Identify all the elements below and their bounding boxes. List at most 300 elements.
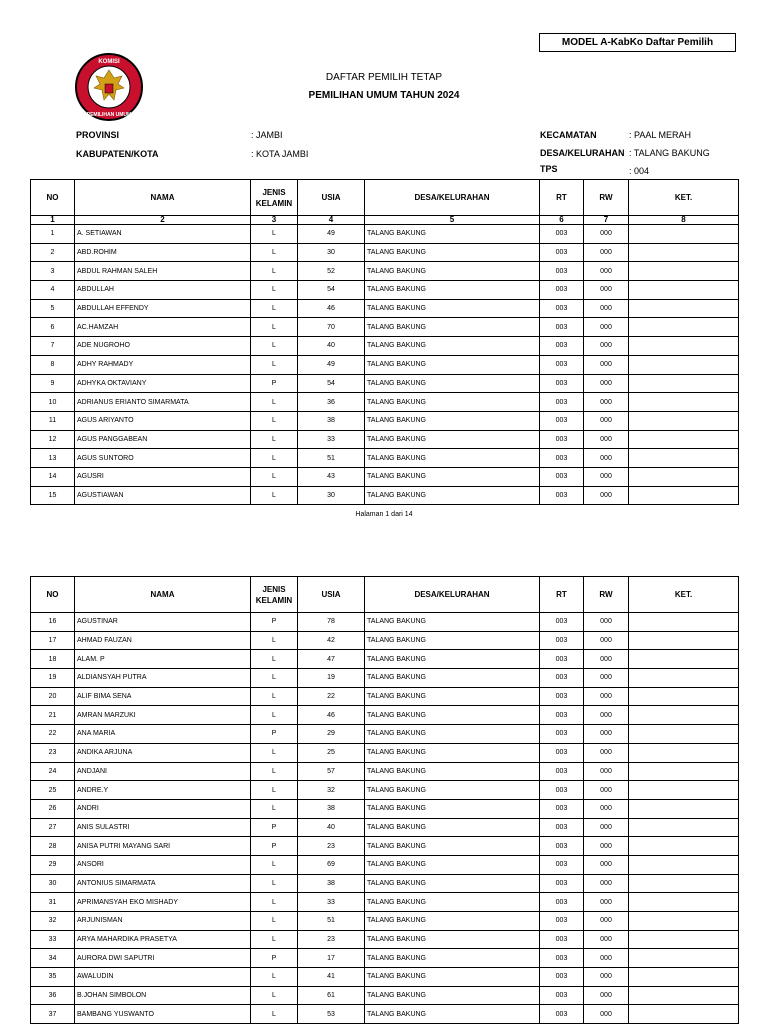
table-row bbox=[31, 243, 739, 262]
row-no: 10 bbox=[31, 393, 75, 412]
row-jenis-kelamin: P bbox=[251, 837, 298, 856]
row-nama: ALIF BIMA SENA bbox=[75, 687, 251, 706]
row-nama: AGUS SUNTORO bbox=[75, 449, 251, 468]
row-desa: TALANG BAKUNG bbox=[365, 949, 540, 968]
col-number: 6 bbox=[540, 216, 584, 225]
row-rw: 000 bbox=[584, 762, 629, 781]
table-header-row bbox=[31, 180, 739, 216]
col-header-desa: DESA/KELURAHAN bbox=[365, 180, 540, 216]
row-ket bbox=[629, 743, 739, 762]
row-desa: TALANG BAKUNG bbox=[365, 262, 540, 281]
row-rt: 003 bbox=[540, 467, 584, 486]
row-nama: AWALUDIN bbox=[75, 968, 251, 987]
row-rw: 000 bbox=[584, 411, 629, 430]
row-desa: TALANG BAKUNG bbox=[365, 631, 540, 650]
row-rt: 003 bbox=[540, 837, 584, 856]
row-no: 12 bbox=[31, 430, 75, 449]
col-header-jenis-kelamin: JENIS KELAMIN bbox=[251, 180, 298, 216]
row-rt: 003 bbox=[540, 299, 584, 318]
row-usia: 54 bbox=[298, 374, 365, 393]
row-desa: TALANG BAKUNG bbox=[365, 743, 540, 762]
row-nama: ANDIKA ARJUNA bbox=[75, 743, 251, 762]
row-usia: 70 bbox=[298, 318, 365, 337]
row-desa: TALANG BAKUNG bbox=[365, 411, 540, 430]
row-rw: 000 bbox=[584, 986, 629, 1005]
col-header-nama: NAMA bbox=[75, 180, 251, 216]
row-rw: 000 bbox=[584, 393, 629, 412]
row-nama: B.JOHAN SIMBOLON bbox=[75, 986, 251, 1005]
row-jenis-kelamin: L bbox=[251, 430, 298, 449]
row-usia: 23 bbox=[298, 837, 365, 856]
meta-tps-value: : 004 bbox=[629, 166, 650, 176]
row-no: 31 bbox=[31, 893, 75, 912]
row-ket bbox=[629, 449, 739, 468]
row-rt: 003 bbox=[540, 986, 584, 1005]
row-jenis-kelamin: L bbox=[251, 855, 298, 874]
row-rt: 003 bbox=[540, 355, 584, 374]
col-header-rw: RW bbox=[584, 577, 629, 613]
row-usia: 52 bbox=[298, 262, 365, 281]
col-number: 5 bbox=[365, 216, 540, 225]
row-nama: AGUS PANGGABEAN bbox=[75, 430, 251, 449]
row-no: 3 bbox=[31, 262, 75, 281]
row-jenis-kelamin: L bbox=[251, 486, 298, 505]
row-usia: 49 bbox=[298, 355, 365, 374]
meta-tps-label: TPS bbox=[540, 164, 558, 174]
row-jenis-kelamin: L bbox=[251, 743, 298, 762]
row-desa: TALANG BAKUNG bbox=[365, 281, 540, 300]
row-rw: 000 bbox=[584, 430, 629, 449]
row-no: 13 bbox=[31, 449, 75, 468]
row-usia: 43 bbox=[298, 467, 365, 486]
row-rw: 000 bbox=[584, 893, 629, 912]
row-no: 36 bbox=[31, 986, 75, 1005]
table-row bbox=[31, 449, 739, 468]
row-usia: 46 bbox=[298, 706, 365, 725]
row-no: 11 bbox=[31, 411, 75, 430]
row-ket bbox=[629, 725, 739, 744]
row-no: 37 bbox=[31, 1005, 75, 1024]
row-rw: 000 bbox=[584, 1005, 629, 1024]
row-nama: ABDULLAH EFFENDY bbox=[75, 299, 251, 318]
row-usia: 53 bbox=[298, 1005, 365, 1024]
voter-table-page-2 bbox=[30, 576, 739, 1024]
row-ket bbox=[629, 299, 739, 318]
table-row bbox=[31, 631, 739, 650]
row-usia: 40 bbox=[298, 337, 365, 356]
table-row bbox=[31, 393, 739, 412]
row-usia: 19 bbox=[298, 669, 365, 688]
table-row bbox=[31, 486, 739, 505]
row-desa: TALANG BAKUNG bbox=[365, 874, 540, 893]
row-usia: 40 bbox=[298, 818, 365, 837]
col-header-jenis-kelamin: JENIS KELAMIN bbox=[251, 577, 298, 613]
row-no: 20 bbox=[31, 687, 75, 706]
row-rt: 003 bbox=[540, 613, 584, 632]
row-usia: 38 bbox=[298, 874, 365, 893]
row-rw: 000 bbox=[584, 706, 629, 725]
row-usia: 61 bbox=[298, 986, 365, 1005]
row-desa: TALANG BAKUNG bbox=[365, 318, 540, 337]
row-desa: TALANG BAKUNG bbox=[365, 706, 540, 725]
row-usia: 49 bbox=[298, 225, 365, 244]
row-desa: TALANG BAKUNG bbox=[365, 486, 540, 505]
row-nama: APRIMANSYAH EKO MISHADY bbox=[75, 893, 251, 912]
row-jenis-kelamin: L bbox=[251, 337, 298, 356]
row-nama: ABDULLAH bbox=[75, 281, 251, 300]
row-desa: TALANG BAKUNG bbox=[365, 430, 540, 449]
row-jenis-kelamin: L bbox=[251, 986, 298, 1005]
row-jenis-kelamin: L bbox=[251, 762, 298, 781]
table-row bbox=[31, 762, 739, 781]
row-no: 33 bbox=[31, 930, 75, 949]
row-rw: 000 bbox=[584, 930, 629, 949]
row-usia: 69 bbox=[298, 855, 365, 874]
row-rt: 003 bbox=[540, 337, 584, 356]
row-jenis-kelamin: L bbox=[251, 467, 298, 486]
row-ket bbox=[629, 430, 739, 449]
row-rw: 000 bbox=[584, 355, 629, 374]
table-row bbox=[31, 912, 739, 931]
row-desa: TALANG BAKUNG bbox=[365, 355, 540, 374]
row-nama: ANISA PUTRI MAYANG SARI bbox=[75, 837, 251, 856]
table-row bbox=[31, 669, 739, 688]
row-no: 8 bbox=[31, 355, 75, 374]
row-rw: 000 bbox=[584, 449, 629, 468]
row-nama: ABDUL RAHMAN SALEH bbox=[75, 262, 251, 281]
col-number: 3 bbox=[251, 216, 298, 225]
row-ket bbox=[629, 262, 739, 281]
row-jenis-kelamin: P bbox=[251, 374, 298, 393]
row-ket bbox=[629, 243, 739, 262]
row-rw: 000 bbox=[584, 318, 629, 337]
row-rw: 000 bbox=[584, 337, 629, 356]
row-desa: TALANG BAKUNG bbox=[365, 613, 540, 632]
col-header-no: NO bbox=[31, 577, 75, 613]
row-jenis-kelamin: L bbox=[251, 281, 298, 300]
row-rt: 003 bbox=[540, 762, 584, 781]
row-ket bbox=[629, 799, 739, 818]
row-nama: ARJUNISMAN bbox=[75, 912, 251, 931]
row-usia: 78 bbox=[298, 613, 365, 632]
row-rw: 000 bbox=[584, 725, 629, 744]
column-number-row bbox=[31, 216, 739, 225]
logo-bottom-text: PEMILIHAN UMUM bbox=[86, 112, 132, 118]
row-no: 23 bbox=[31, 743, 75, 762]
row-jenis-kelamin: L bbox=[251, 393, 298, 412]
table-row bbox=[31, 467, 739, 486]
row-rt: 003 bbox=[540, 631, 584, 650]
row-no: 4 bbox=[31, 281, 75, 300]
row-no: 1 bbox=[31, 225, 75, 244]
row-jenis-kelamin: P bbox=[251, 949, 298, 968]
row-desa: TALANG BAKUNG bbox=[365, 968, 540, 987]
row-jenis-kelamin: P bbox=[251, 613, 298, 632]
row-desa: TALANG BAKUNG bbox=[365, 912, 540, 931]
row-ket bbox=[629, 781, 739, 800]
kpu-logo-icon bbox=[74, 52, 144, 122]
row-nama: ANIS SULASTRI bbox=[75, 818, 251, 837]
row-nama: ALAM. P bbox=[75, 650, 251, 669]
row-desa: TALANG BAKUNG bbox=[365, 393, 540, 412]
row-desa: TALANG BAKUNG bbox=[365, 650, 540, 669]
row-ket bbox=[629, 355, 739, 374]
row-rw: 000 bbox=[584, 855, 629, 874]
row-rt: 003 bbox=[540, 855, 584, 874]
row-jenis-kelamin: L bbox=[251, 225, 298, 244]
document-subtitle: PEMILIHAN UMUM TAHUN 2024 bbox=[308, 90, 460, 101]
row-rt: 003 bbox=[540, 818, 584, 837]
row-rw: 000 bbox=[584, 837, 629, 856]
row-desa: TALANG BAKUNG bbox=[365, 930, 540, 949]
table-row bbox=[31, 1005, 739, 1024]
col-number: 1 bbox=[31, 216, 75, 225]
row-usia: 42 bbox=[298, 631, 365, 650]
row-rw: 000 bbox=[584, 631, 629, 650]
row-ket bbox=[629, 1005, 739, 1024]
row-rt: 003 bbox=[540, 449, 584, 468]
row-rw: 000 bbox=[584, 743, 629, 762]
row-ket bbox=[629, 374, 739, 393]
row-rw: 000 bbox=[584, 818, 629, 837]
table-row bbox=[31, 687, 739, 706]
row-nama: ADHYKA OKTAVIANY bbox=[75, 374, 251, 393]
row-jenis-kelamin: P bbox=[251, 818, 298, 837]
row-nama: ANDRI bbox=[75, 799, 251, 818]
table-row bbox=[31, 818, 739, 837]
table-row bbox=[31, 949, 739, 968]
table-row bbox=[31, 374, 739, 393]
row-ket bbox=[629, 650, 739, 669]
table-header-row bbox=[31, 577, 739, 613]
row-no: 29 bbox=[31, 855, 75, 874]
col-number: 8 bbox=[629, 216, 739, 225]
table-row bbox=[31, 706, 739, 725]
row-usia: 36 bbox=[298, 393, 365, 412]
row-nama: AGUSTIAWAN bbox=[75, 486, 251, 505]
row-usia: 30 bbox=[298, 486, 365, 505]
row-desa: TALANG BAKUNG bbox=[365, 799, 540, 818]
row-rt: 003 bbox=[540, 411, 584, 430]
col-number: 4 bbox=[298, 216, 365, 225]
table-row bbox=[31, 799, 739, 818]
row-jenis-kelamin: L bbox=[251, 243, 298, 262]
row-rw: 000 bbox=[584, 669, 629, 688]
row-rt: 003 bbox=[540, 912, 584, 931]
row-ket bbox=[629, 281, 739, 300]
row-rt: 003 bbox=[540, 486, 584, 505]
row-jenis-kelamin: L bbox=[251, 874, 298, 893]
row-jenis-kelamin: L bbox=[251, 799, 298, 818]
row-ket bbox=[629, 706, 739, 725]
row-ket bbox=[629, 855, 739, 874]
row-usia: 54 bbox=[298, 281, 365, 300]
row-no: 25 bbox=[31, 781, 75, 800]
row-jenis-kelamin: L bbox=[251, 706, 298, 725]
table-row bbox=[31, 281, 739, 300]
row-usia: 51 bbox=[298, 912, 365, 931]
row-usia: 17 bbox=[298, 949, 365, 968]
row-desa: TALANG BAKUNG bbox=[365, 1005, 540, 1024]
row-rt: 003 bbox=[540, 650, 584, 669]
table-row bbox=[31, 411, 739, 430]
col-header-no: NO bbox=[31, 180, 75, 216]
row-no: 7 bbox=[31, 337, 75, 356]
row-ket bbox=[629, 818, 739, 837]
row-desa: TALANG BAKUNG bbox=[365, 669, 540, 688]
row-desa: TALANG BAKUNG bbox=[365, 225, 540, 244]
row-ket bbox=[629, 912, 739, 931]
row-desa: TALANG BAKUNG bbox=[365, 687, 540, 706]
row-no: 24 bbox=[31, 762, 75, 781]
row-rw: 000 bbox=[584, 968, 629, 987]
row-ket bbox=[629, 949, 739, 968]
row-rw: 000 bbox=[584, 912, 629, 931]
row-jenis-kelamin: L bbox=[251, 449, 298, 468]
row-nama: AMRAN MARZUKI bbox=[75, 706, 251, 725]
table-row bbox=[31, 986, 739, 1005]
row-desa: TALANG BAKUNG bbox=[365, 781, 540, 800]
row-rt: 003 bbox=[540, 874, 584, 893]
table-row bbox=[31, 874, 739, 893]
table-row bbox=[31, 318, 739, 337]
table-row bbox=[31, 893, 739, 912]
row-rt: 003 bbox=[540, 930, 584, 949]
row-ket bbox=[629, 762, 739, 781]
row-ket bbox=[629, 986, 739, 1005]
row-no: 35 bbox=[31, 968, 75, 987]
row-jenis-kelamin: L bbox=[251, 631, 298, 650]
row-rt: 003 bbox=[540, 725, 584, 744]
row-usia: 33 bbox=[298, 893, 365, 912]
row-rw: 000 bbox=[584, 225, 629, 244]
row-nama: AGUSRI bbox=[75, 467, 251, 486]
row-nama: AGUS ARIYANTO bbox=[75, 411, 251, 430]
row-no: 16 bbox=[31, 613, 75, 632]
row-ket bbox=[629, 631, 739, 650]
row-desa: TALANG BAKUNG bbox=[365, 762, 540, 781]
row-usia: 57 bbox=[298, 762, 365, 781]
table-row bbox=[31, 968, 739, 987]
row-rt: 003 bbox=[540, 393, 584, 412]
row-no: 34 bbox=[31, 949, 75, 968]
row-no: 19 bbox=[31, 669, 75, 688]
table-row bbox=[31, 225, 739, 244]
row-nama: AURORA DWI SAPUTRI bbox=[75, 949, 251, 968]
row-nama: AC.HAMZAH bbox=[75, 318, 251, 337]
document-title: DAFTAR PEMILIH TETAP bbox=[325, 72, 443, 83]
col-header-rt: RT bbox=[540, 180, 584, 216]
row-nama: BAMBANG YUSWANTO bbox=[75, 1005, 251, 1024]
meta-kabupaten-value: : KOTA JAMBI bbox=[251, 149, 309, 159]
page-footer: Halaman 1 dari 14 bbox=[355, 511, 413, 518]
meta-provinsi-value: : JAMBI bbox=[251, 130, 283, 140]
table-row bbox=[31, 613, 739, 632]
row-no: 18 bbox=[31, 650, 75, 669]
table-row bbox=[31, 930, 739, 949]
row-ket bbox=[629, 968, 739, 987]
row-no: 14 bbox=[31, 467, 75, 486]
row-nama: ARYA MAHARDIKA PRASETYA bbox=[75, 930, 251, 949]
row-nama: AHMAD FAUZAN bbox=[75, 631, 251, 650]
row-nama: ADRIANUS ERIANTO SIMARMATA bbox=[75, 393, 251, 412]
row-ket bbox=[629, 486, 739, 505]
row-rt: 003 bbox=[540, 949, 584, 968]
col-number: 7 bbox=[584, 216, 629, 225]
col-header-nama: NAMA bbox=[75, 577, 251, 613]
logo-top-text: KOMISI bbox=[98, 59, 120, 65]
row-rw: 000 bbox=[584, 243, 629, 262]
row-no: 32 bbox=[31, 912, 75, 931]
row-jenis-kelamin: L bbox=[251, 411, 298, 430]
row-jenis-kelamin: L bbox=[251, 1005, 298, 1024]
meta-provinsi-label: PROVINSI bbox=[76, 130, 120, 140]
row-usia: 30 bbox=[298, 243, 365, 262]
row-rw: 000 bbox=[584, 874, 629, 893]
row-rw: 000 bbox=[584, 799, 629, 818]
row-jenis-kelamin: L bbox=[251, 930, 298, 949]
row-desa: TALANG BAKUNG bbox=[365, 449, 540, 468]
row-rw: 000 bbox=[584, 650, 629, 669]
row-ket bbox=[629, 874, 739, 893]
row-no: 15 bbox=[31, 486, 75, 505]
row-ket bbox=[629, 318, 739, 337]
row-desa: TALANG BAKUNG bbox=[365, 893, 540, 912]
row-rw: 000 bbox=[584, 281, 629, 300]
table-row bbox=[31, 355, 739, 374]
row-no: 6 bbox=[31, 318, 75, 337]
table-row bbox=[31, 430, 739, 449]
row-rw: 000 bbox=[584, 467, 629, 486]
row-nama: AGUSTINAR bbox=[75, 613, 251, 632]
col-header-usia: USIA bbox=[298, 180, 365, 216]
meta-desa-value: : TALANG BAKUNG bbox=[629, 148, 710, 158]
row-ket bbox=[629, 393, 739, 412]
row-desa: TALANG BAKUNG bbox=[365, 725, 540, 744]
col-header-ket: KET. bbox=[629, 180, 739, 216]
row-usia: 25 bbox=[298, 743, 365, 762]
row-no: 17 bbox=[31, 631, 75, 650]
row-rw: 000 bbox=[584, 486, 629, 505]
row-jenis-kelamin: L bbox=[251, 262, 298, 281]
row-rw: 000 bbox=[584, 299, 629, 318]
row-desa: TALANG BAKUNG bbox=[365, 243, 540, 262]
row-usia: 29 bbox=[298, 725, 365, 744]
row-desa: TALANG BAKUNG bbox=[365, 467, 540, 486]
row-rt: 003 bbox=[540, 281, 584, 300]
table-row bbox=[31, 650, 739, 669]
row-jenis-kelamin: L bbox=[251, 318, 298, 337]
col-header-desa: DESA/KELURAHAN bbox=[365, 577, 540, 613]
row-ket bbox=[629, 613, 739, 632]
col-header-ket: KET. bbox=[629, 577, 739, 613]
row-usia: 38 bbox=[298, 799, 365, 818]
row-nama: ANSORI bbox=[75, 855, 251, 874]
row-rw: 000 bbox=[584, 687, 629, 706]
row-jenis-kelamin: L bbox=[251, 893, 298, 912]
row-jenis-kelamin: L bbox=[251, 650, 298, 669]
table-row bbox=[31, 262, 739, 281]
col-header-usia: USIA bbox=[298, 577, 365, 613]
meta-kecamatan-label: KECAMATAN bbox=[540, 130, 597, 140]
row-ket bbox=[629, 930, 739, 949]
row-desa: TALANG BAKUNG bbox=[365, 299, 540, 318]
row-desa: TALANG BAKUNG bbox=[365, 837, 540, 856]
row-rt: 003 bbox=[540, 687, 584, 706]
row-nama: A. SETIAWAN bbox=[75, 225, 251, 244]
row-rt: 003 bbox=[540, 968, 584, 987]
row-ket bbox=[629, 893, 739, 912]
